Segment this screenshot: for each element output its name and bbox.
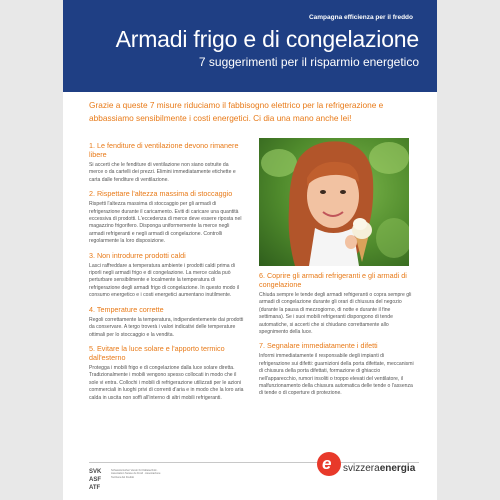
tip-heading: 4. Temperature corrette bbox=[89, 304, 164, 314]
energia-e-icon: e bbox=[317, 452, 341, 476]
campaign-label: Campagna efficienza per il freddo bbox=[308, 14, 413, 21]
tip-body: Si accerti che le fenditure di ventilazione non siano ostruite da merce o da cartelli dei prezzi. Elimini immediatamente etichette e carta dalle fenditure di ventilazione. bbox=[89, 162, 236, 183]
tip-body: Lasci raffreddare a temperatura ambiente i prodotti caldi prima di riporli negli armadi frigo e di congelazione. La merce calda può perturbare sensibilmente e localmente la temperatura di refrigerazione degli armadi frigo di congelazione. In questo modo il consumo energetico e i costi energetici aumentano inutilmente. bbox=[89, 262, 240, 299]
tip-heading: 2. Rispettare l'altezza massima di stoccaggio bbox=[89, 189, 233, 199]
tip-body: Chiuda sempre le tende degli armadi refrigeranti o copra sempre gli armadi di congelazione durante gli orari di chiusura del negozio (durante la pausa di mezzogiorno, di notte e durante il fine settimana). Se i suoi mobili refrigeranti dispongono di tende automatiche, si accerti che si chiudano correttamente allo spegnimento della luce. bbox=[259, 292, 412, 336]
tip-section-6 bbox=[259, 271, 414, 336]
tip-heading: 7. Segnalare immediatamente i difetti bbox=[259, 341, 378, 351]
photo-girl-ice-cream bbox=[259, 138, 409, 266]
tip-heading: 1. Le fenditure di ventilazione devono rimanere libere bbox=[89, 141, 239, 159]
svk-logo-abbr: SVK ASF ATF bbox=[89, 469, 102, 491]
tip-body: Regoli correttamente la temperatura, indipendentemente dai prodotti da conservare. A tergo troverà i valori indicativi delle temperature ottimali per lo stoccaggio e la vendita. bbox=[89, 316, 244, 338]
tip-body: Rispetti l'altezza massima di stoccaggio per gli armadi di refrigerazione durante il caricamento. Eviti di caricare una quantità eccessiva di prodotti. L'eccedenza di merce deve essere riposta nel magazzino frigorifero. Disponga uniformemente la merce negli armadi refrigeranti e negli armadi di congelazione. Controlli regolarmente la loro disposizione. bbox=[89, 201, 242, 245]
page-title: Armadi frigo e di congelazione bbox=[115, 26, 419, 52]
tip-section-5 bbox=[89, 344, 244, 402]
tip-body: Protegga i mobili frigo e di congelazione dalla luce solare diretta. Tradizionalmente i mobili vengono spesso collocati in modo che il sole vi entra. Collochi i mobili di refrigerazione utilizzati per le azioni commerciali in luoghi privi di correnti d'aria e in modo che la loro aria calda in uscita non soffi all'interno di altri mobili refrigeranti. bbox=[89, 364, 244, 401]
header-banner bbox=[63, 0, 437, 92]
tip-body: Informi immediatamente il responsabile degli impianti di refrigerazione sui difetti: guarnizioni della porta difettate, meccanismi di chiusura della porta difettati, formazione di ghiaccio nell'apparecchio, rumori insoliti o troppo elevati del ventilatore, il malfunzionamento della chiusura automatica delle tende o l'assenza di tende o di coperture di protezione. bbox=[259, 353, 414, 397]
page-subtitle: 7 suggerimenti per il risparmio energetico bbox=[198, 55, 419, 69]
tip-section-4 bbox=[89, 305, 244, 339]
intro-text: Grazie a queste 7 misure riduciamo il fabbisogno elettrico per la refrigerazione e abbassiamo sensibilmente i costi energetici. Ci dia una mano anche lei! bbox=[89, 100, 384, 123]
tip-section-1 bbox=[89, 141, 244, 184]
left-column bbox=[89, 141, 244, 407]
tip-heading: 5. Evitare la luce solare e l'apporto termico dall'esterno bbox=[89, 343, 225, 362]
svizzera-energia-logo bbox=[317, 452, 427, 488]
right-column bbox=[259, 271, 414, 403]
svk-logo-fineprint: Schweizerischer Verein für Kältetechnik · Association Suisse du Froid · Associazione Svizzera del Freddo bbox=[111, 469, 161, 479]
tip-heading: 6. Coprire gli armadi refrigeranti e gli armadi di congelazione bbox=[259, 271, 407, 289]
tip-section-7 bbox=[259, 341, 414, 397]
svk-logo bbox=[89, 468, 169, 498]
tip-heading: 3. Non introdurre prodotti caldi bbox=[89, 250, 186, 260]
document-page bbox=[63, 0, 437, 500]
tip-section-3 bbox=[89, 251, 244, 300]
energia-wordmark: svizzeraenergia bbox=[343, 463, 416, 474]
tip-section-2 bbox=[89, 189, 244, 245]
